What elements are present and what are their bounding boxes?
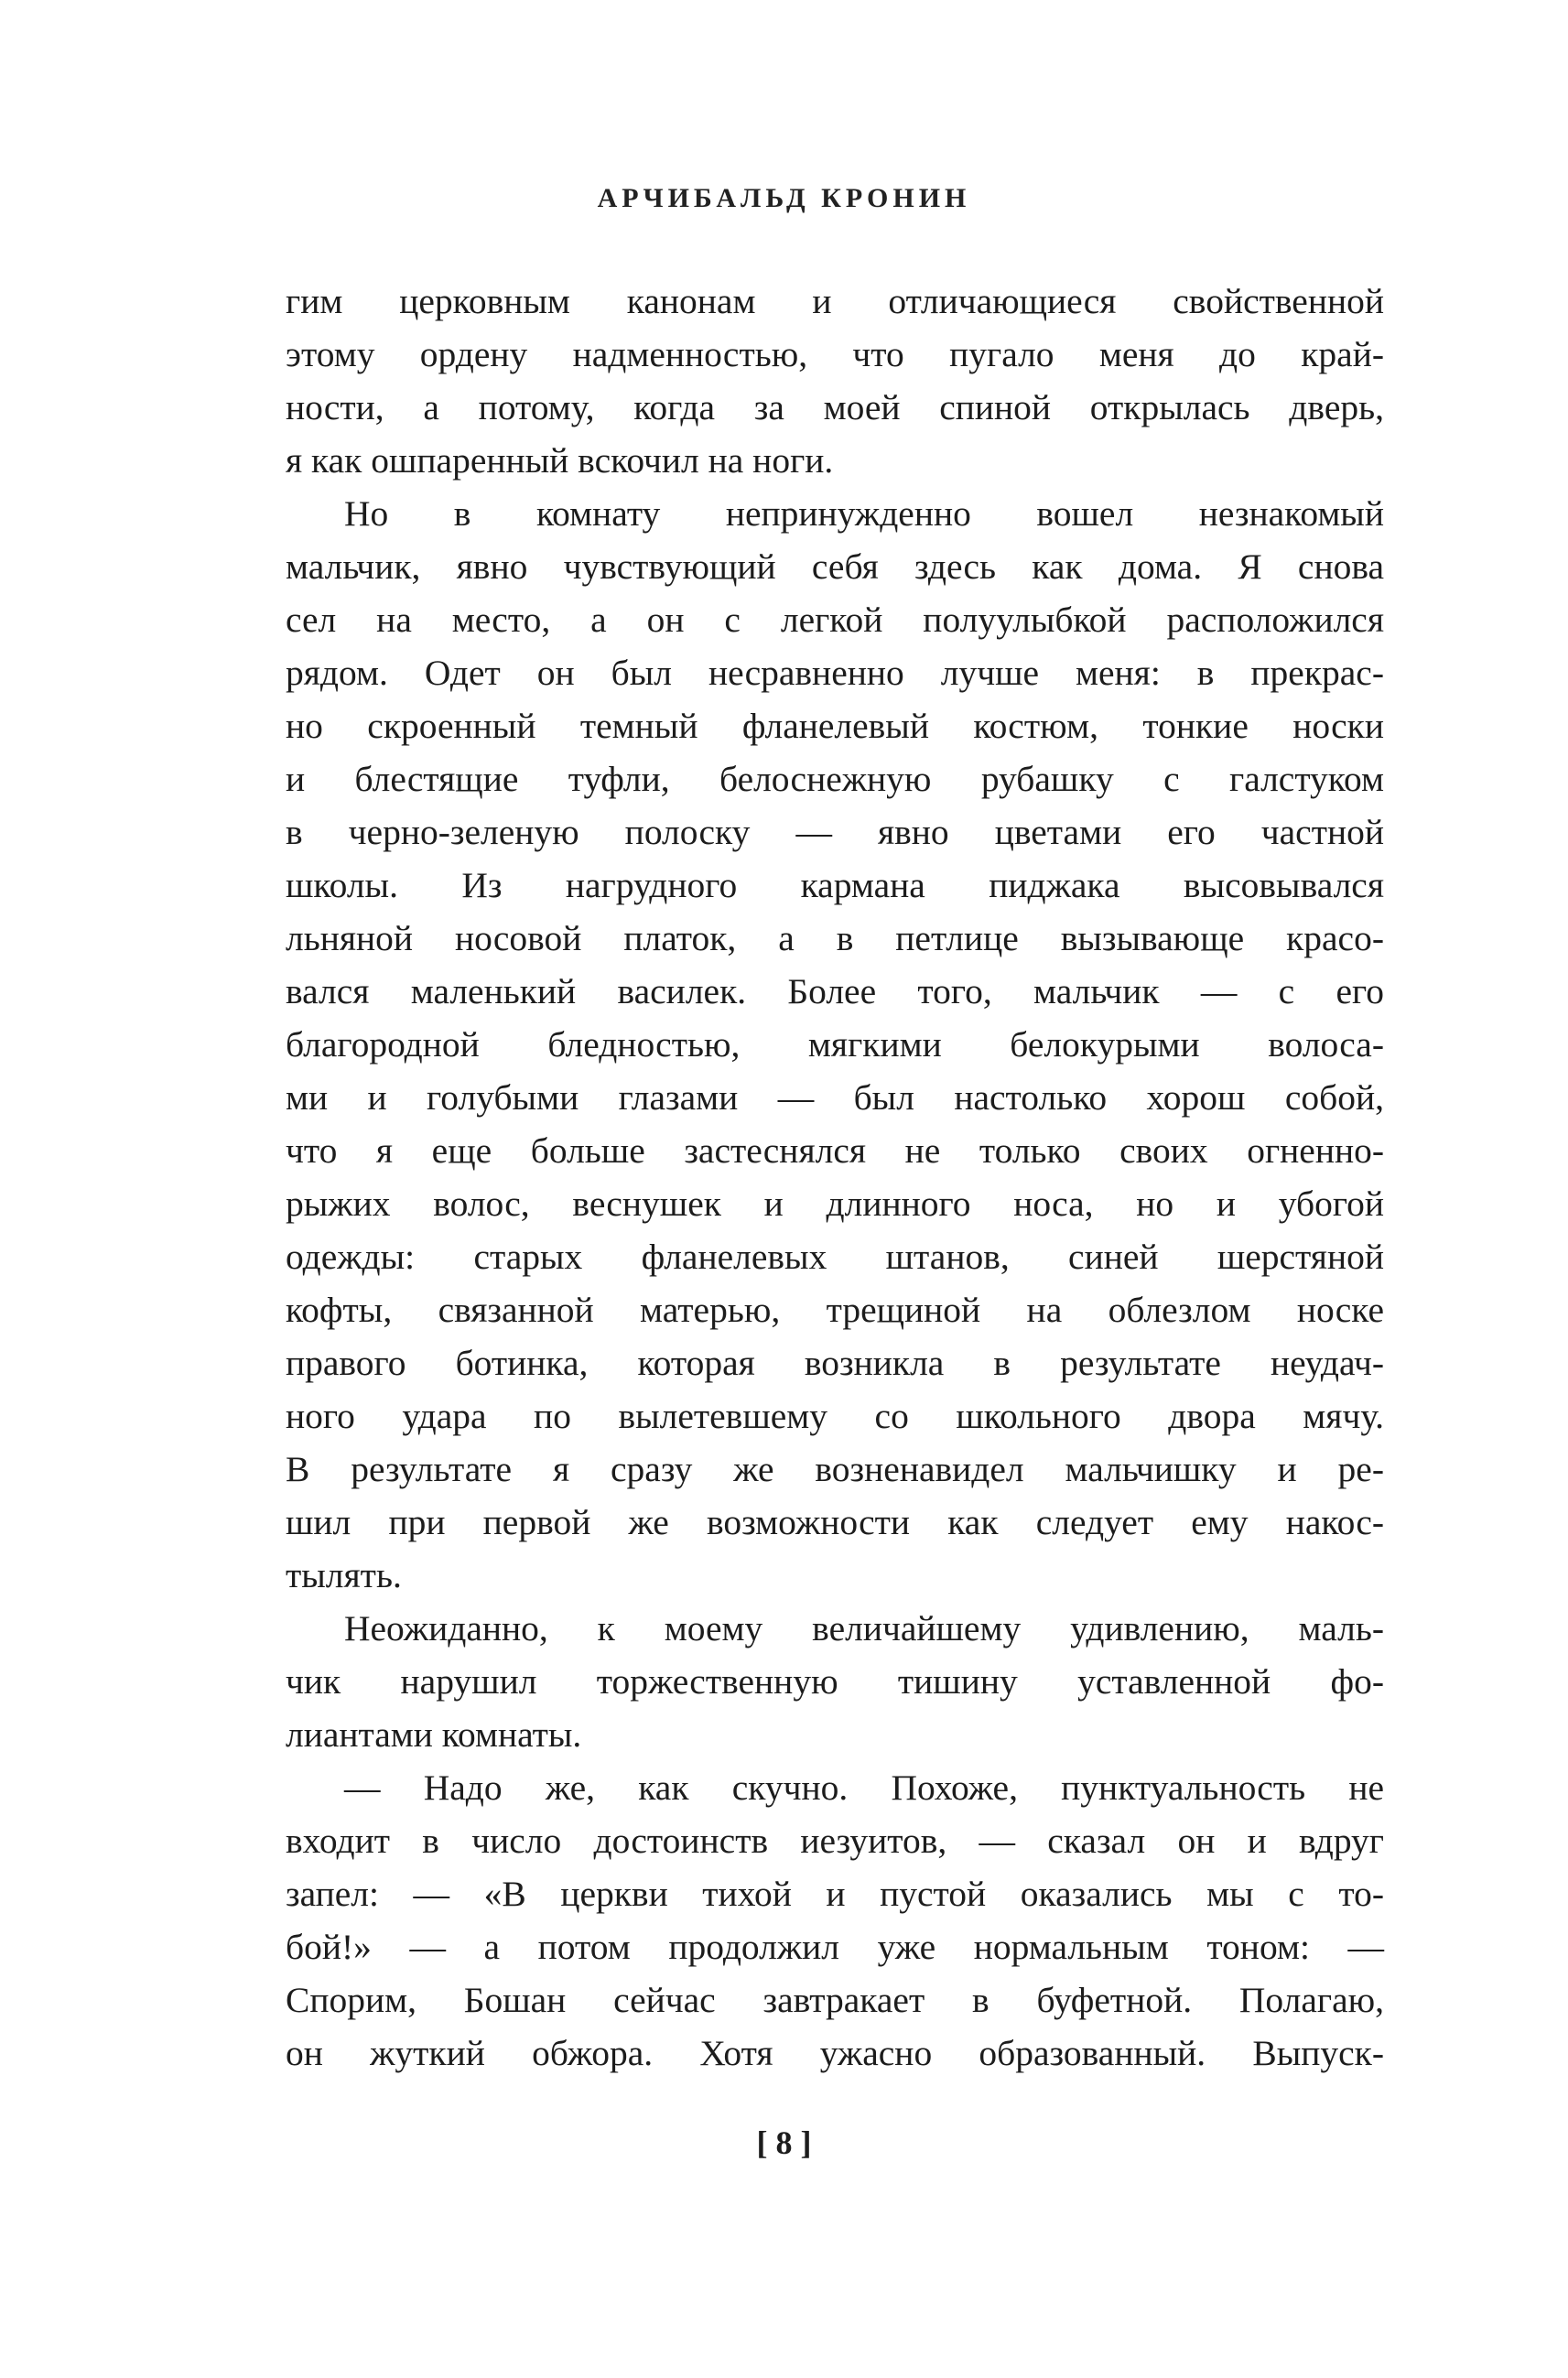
- text-line: Но в комнату непринужденно вошел незнакомый: [344, 493, 1384, 534]
- text-line: одежды: старых фланелевых штанов, синей шерстяной: [286, 1237, 1384, 1277]
- body-text: [286, 275, 1384, 2080]
- text-line: рыжих волос, веснушек и длинного носа, но и убогой: [286, 1184, 1384, 1224]
- text-line: чик нарушил торжественную тишину уставленной фо-: [286, 1661, 1384, 1702]
- text-line: ми и голубыми глазами — был настолько хорош собой,: [286, 1077, 1384, 1118]
- text-line: в черно-зеленую полоску — явно цветами его частной: [286, 812, 1384, 852]
- text-line: благородной бледностью, мягкими белокурыми волоса-: [286, 1024, 1384, 1065]
- text-line: — Надо же, как скучно. Похоже, пунктуальность не: [344, 1767, 1384, 1808]
- paragraph: [286, 487, 1384, 1602]
- paragraph: [286, 1761, 1384, 2080]
- text-line: сел на место, а он с легкой полуулыбкой расположился: [286, 600, 1384, 640]
- text-line: В результате я сразу же возненавидел мальчишку и ре-: [286, 1449, 1384, 1489]
- text-line: тылять.: [286, 1555, 402, 1595]
- text-line: вался маленький василек. Более того, мальчик — с его: [286, 971, 1384, 1011]
- text-line: но скроенный темный фланелевый костюм, тонкие носки: [286, 706, 1384, 746]
- text-line: льняной носовой платок, а в петлице вызывающе красо-: [286, 918, 1384, 958]
- text-line: кофты, связанной матерью, трещиной на облезлом носке: [286, 1290, 1384, 1330]
- running-head: АРЧИБАЛЬД КРОНИН: [597, 183, 971, 213]
- text-line: ности, а потому, когда за моей спиной открылась дверь,: [286, 387, 1384, 427]
- text-line: Неожиданно, к моему величайшему удивлению, маль-: [344, 1608, 1384, 1648]
- text-line: Спорим, Бошан сейчас завтракает в буфетной. Полагаю,: [286, 1980, 1384, 2020]
- paragraph: [286, 1602, 1384, 1761]
- text-line: запел: — «В церкви тихой и пустой оказались мы с то-: [286, 1874, 1384, 1914]
- text-line: входит в число достоинств иезуитов, — сказал он и вдруг: [286, 1821, 1384, 1861]
- text-line: гим церковным канонам и отличающиеся свойственной: [286, 281, 1384, 321]
- text-line: этому ордену надменностью, что пугало меня до край-: [286, 334, 1384, 374]
- text-line: правого ботинка, которая возникла в результате неудач-: [286, 1343, 1384, 1383]
- text-line: рядом. Одет он был несравненно лучше меня: в прекрас-: [286, 653, 1384, 693]
- text-line: шил при первой же возможности как следует ему накос-: [286, 1502, 1384, 1542]
- text-line: я как ошпаренный вскочил на ноги.: [286, 440, 834, 481]
- page-number: [ 8 ]: [756, 2124, 812, 2161]
- text-line: лиантами комнаты.: [286, 1714, 582, 1755]
- text-line: школы. Из нагрудного кармана пиджака высовывался: [286, 865, 1384, 905]
- text-line: что я еще больше застеснялся не только своих огненно-: [286, 1130, 1384, 1171]
- paragraph: [286, 275, 1384, 487]
- text-line: ного удара по вылетевшему со школьного двора мячу.: [286, 1396, 1384, 1436]
- text-line: он жуткий обжора. Хотя ужасно образованный. Выпуск-: [286, 2033, 1384, 2073]
- text-line: мальчик, явно чувствующий себя здесь как дома. Я снова: [286, 546, 1384, 587]
- text-line: и блестящие туфли, белоснежную рубашку с галстуком: [286, 759, 1384, 799]
- text-line: бой!» — а потом продолжил уже нормальным тоном: —: [286, 1927, 1384, 1967]
